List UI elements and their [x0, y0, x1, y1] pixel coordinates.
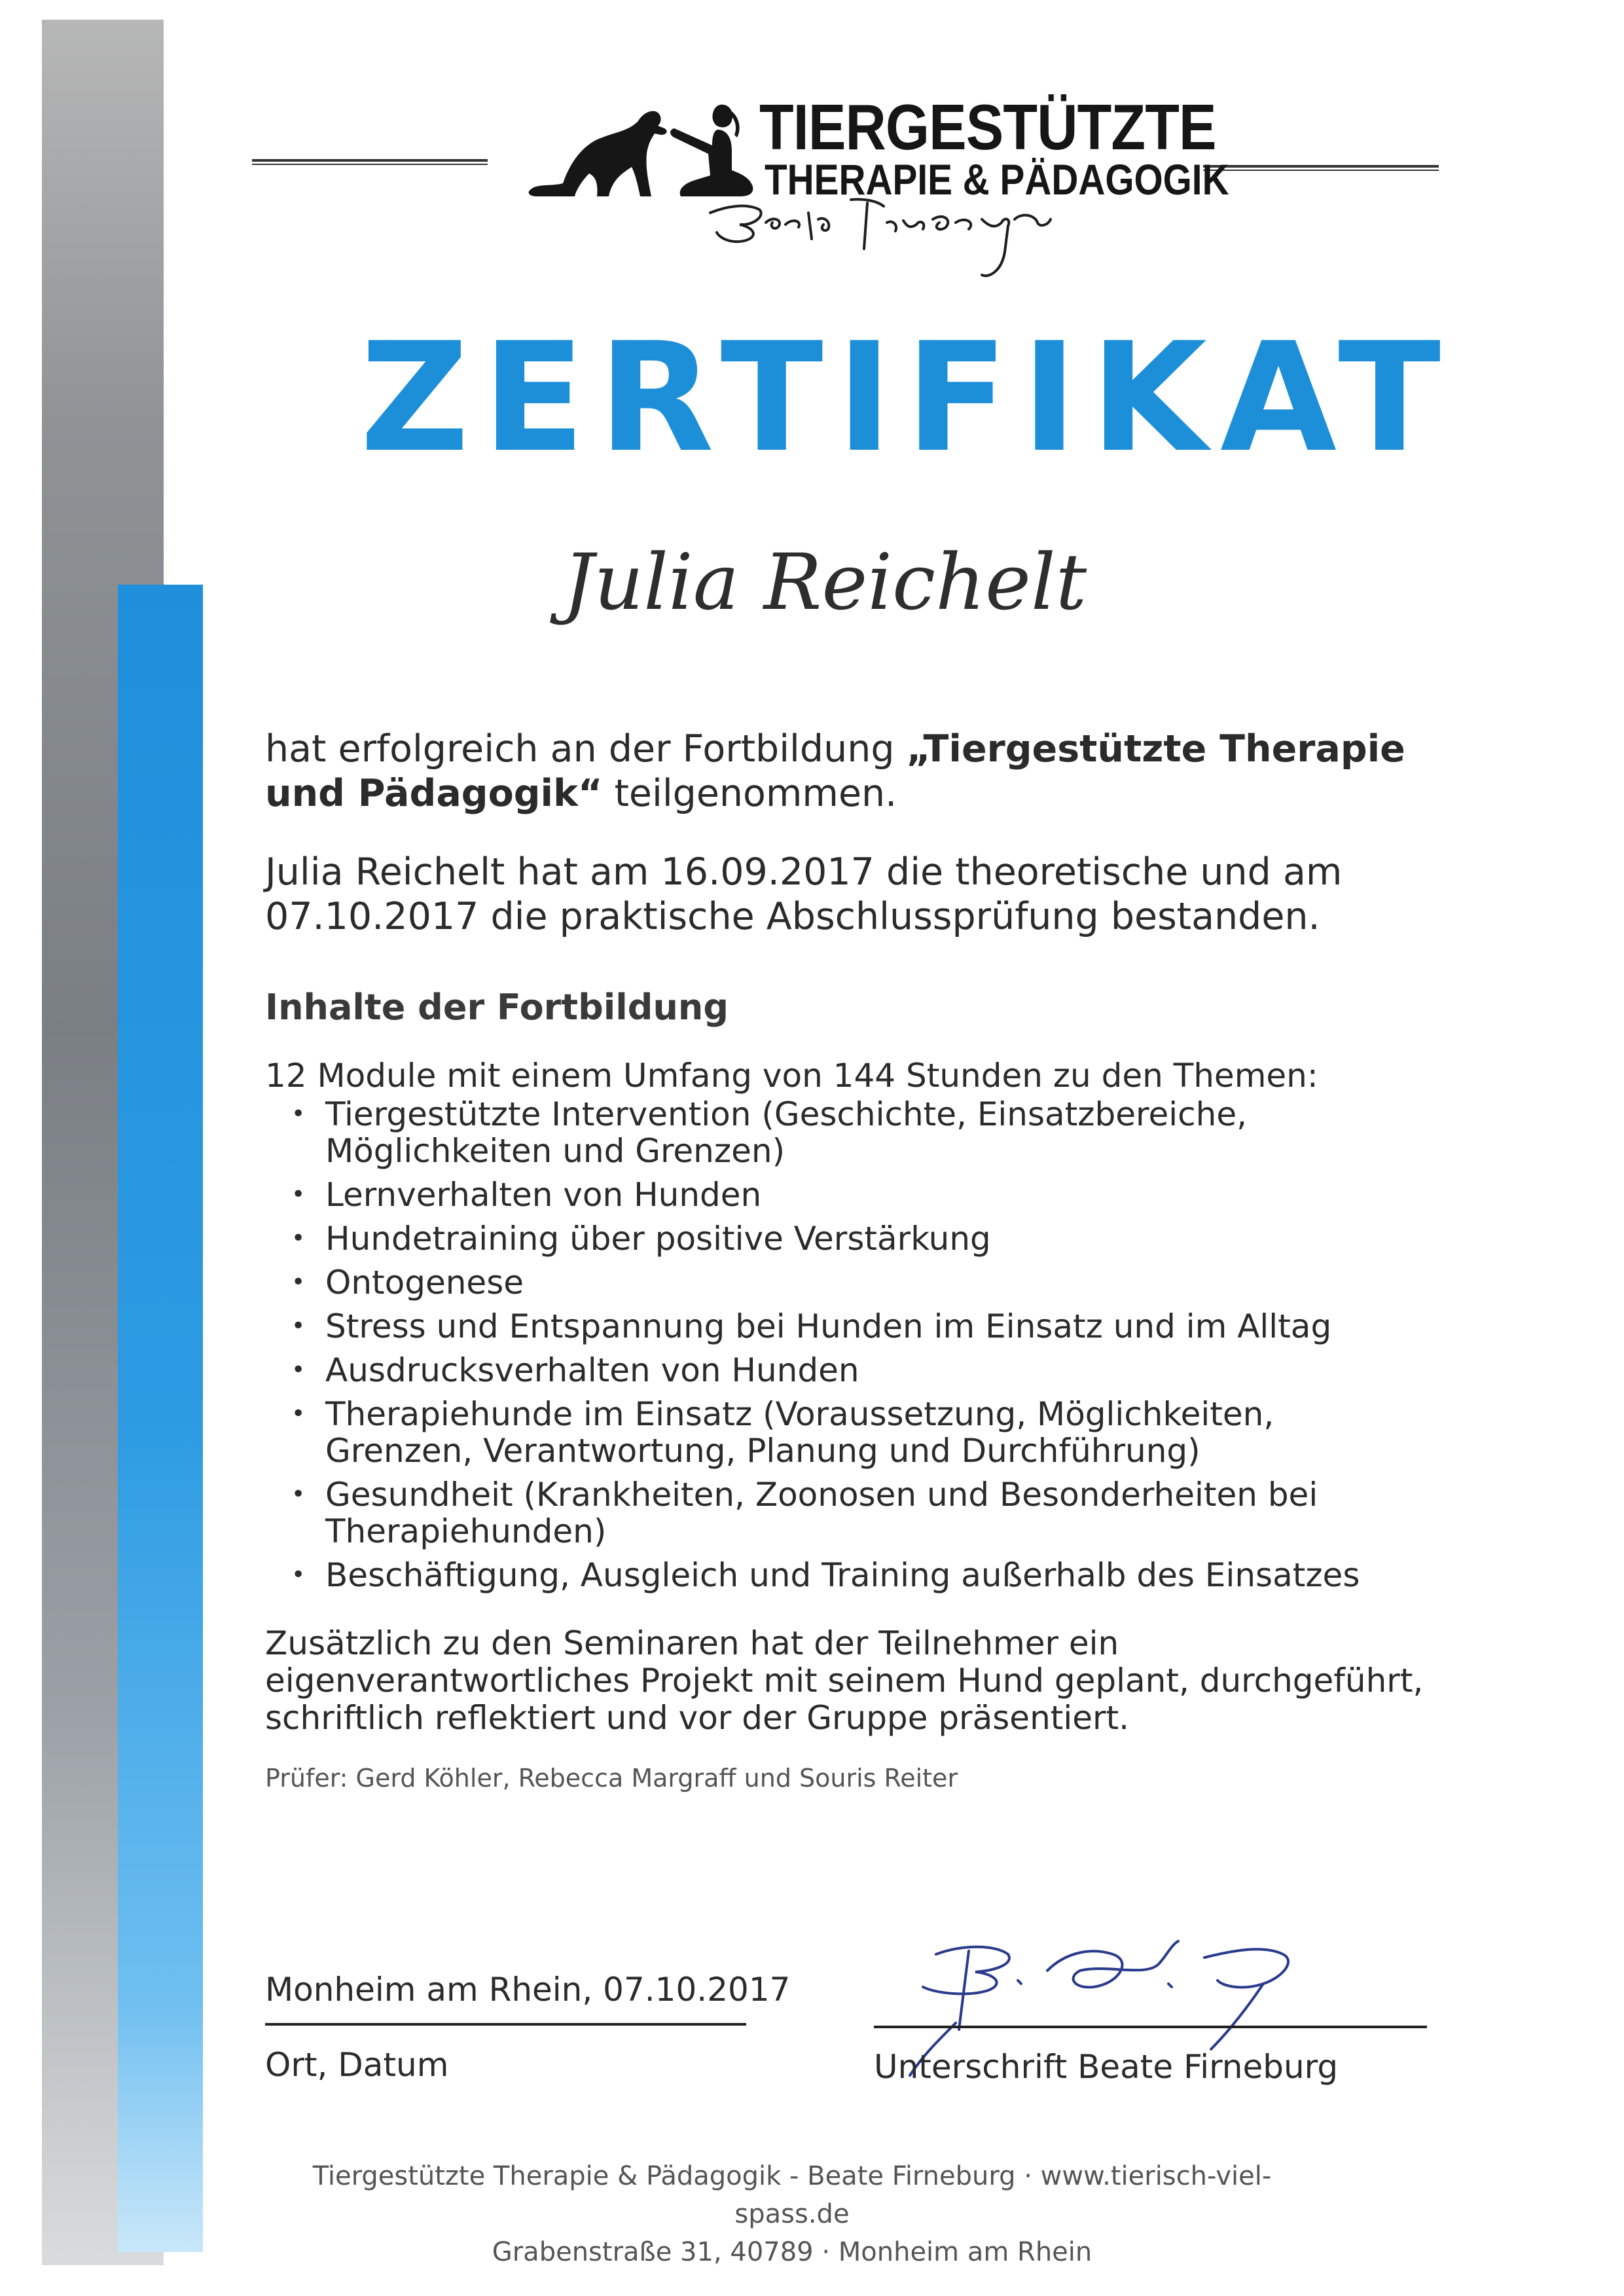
- place-date: Monheim am Rhein, 07.10.2017: [265, 1971, 791, 2009]
- participation-statement: [265, 727, 1430, 816]
- list-item: • Beschäftigung, Ausgleich und Training außerhalb des Einsatzes: [291, 1557, 1430, 1594]
- logo-signature-icon: [707, 187, 1139, 285]
- exam-statement: Julia Reichelt hat am 16.09.2017 die theoretische und am 07.10.2017 die praktische Abschlussprüfung bestanden.: [265, 850, 1343, 938]
- statement-suffix: teilgenommen.: [602, 772, 897, 815]
- list-item: • Ontogenese: [291, 1264, 1430, 1301]
- project-statement: Zusätzlich zu den Seminaren hat der Teilnehmer ein eigenverantwortliches Projekt mit seinem Hund geplant, durchgeführt, schriftlich reflektiert und vor der Gruppe präsentiert.: [265, 1624, 1424, 1737]
- certificate-title: ZERTIFIKAT: [360, 311, 1454, 486]
- list-item: • Stress und Entspannung bei Hunden im Einsatz und im Alltag: [291, 1308, 1430, 1345]
- logo-rule-left: [252, 159, 488, 165]
- footer-address: Grabenstraße 31, 40789 · Monheim am Rhein: [492, 2237, 1092, 2267]
- statement-text: hat erfolgreich an der Fortbildung: [265, 727, 907, 771]
- logo-title: TIERGESTÜTZTE: [759, 91, 1216, 163]
- course-name: „Tiergestützte Therapie und Pädagogik“: [265, 727, 1405, 815]
- footer: [301, 2157, 1283, 2271]
- contents-intro: 12 Module mit einem Umfang von 144 Stunden zu den Themen:: [265, 1057, 1318, 1095]
- place-date-label: Ort, Datum: [265, 2046, 449, 2084]
- list-item: • Gesundheit (Krankheiten, Zoonosen und Besonderheiten bei Therapiehunden): [291, 1476, 1430, 1550]
- place-date-rule: [265, 2023, 746, 2026]
- list-item: • Therapiehunde im Einsatz (Voraussetzung, Möglichkeiten, Grenzen, Verantwortung, Planung und Durchführung): [291, 1396, 1430, 1469]
- certificate-body: [265, 727, 1430, 1800]
- list-item: • Tiergestützte Intervention (Geschichte, Einsatzbereiche, Möglichkeiten und Grenzen): [291, 1096, 1430, 1169]
- signature-rule: [874, 2026, 1427, 2028]
- footer-line: Tiergestützte Therapie & Pädagogik - Beate Firneburg · www.tierisch-viel-spass.de: [312, 2161, 1272, 2229]
- examiners: Prüfer: Gerd Köhler, Rebecca Margraff und Souris Reiter: [265, 1764, 958, 1793]
- module-list: [265, 1096, 1430, 1594]
- list-item: • Lernverhalten von Hunden: [291, 1176, 1430, 1213]
- contents-heading: Inhalte der Fortbildung: [265, 987, 729, 1028]
- logo-subtitle: THERAPIE & PÄDAGOGIK: [765, 155, 1229, 204]
- logo-rule-right: [1203, 165, 1439, 171]
- decorative-blue-stripe: [118, 585, 203, 2252]
- list-item: • Hundetraining über positive Verstärkung: [291, 1220, 1430, 1257]
- signature-label: Unterschrift Beate Firneburg: [874, 2048, 1339, 2086]
- recipient-name: Julia Reichelt: [563, 537, 1087, 627]
- list-item: • Ausdrucksverhalten von Hunden: [291, 1352, 1430, 1389]
